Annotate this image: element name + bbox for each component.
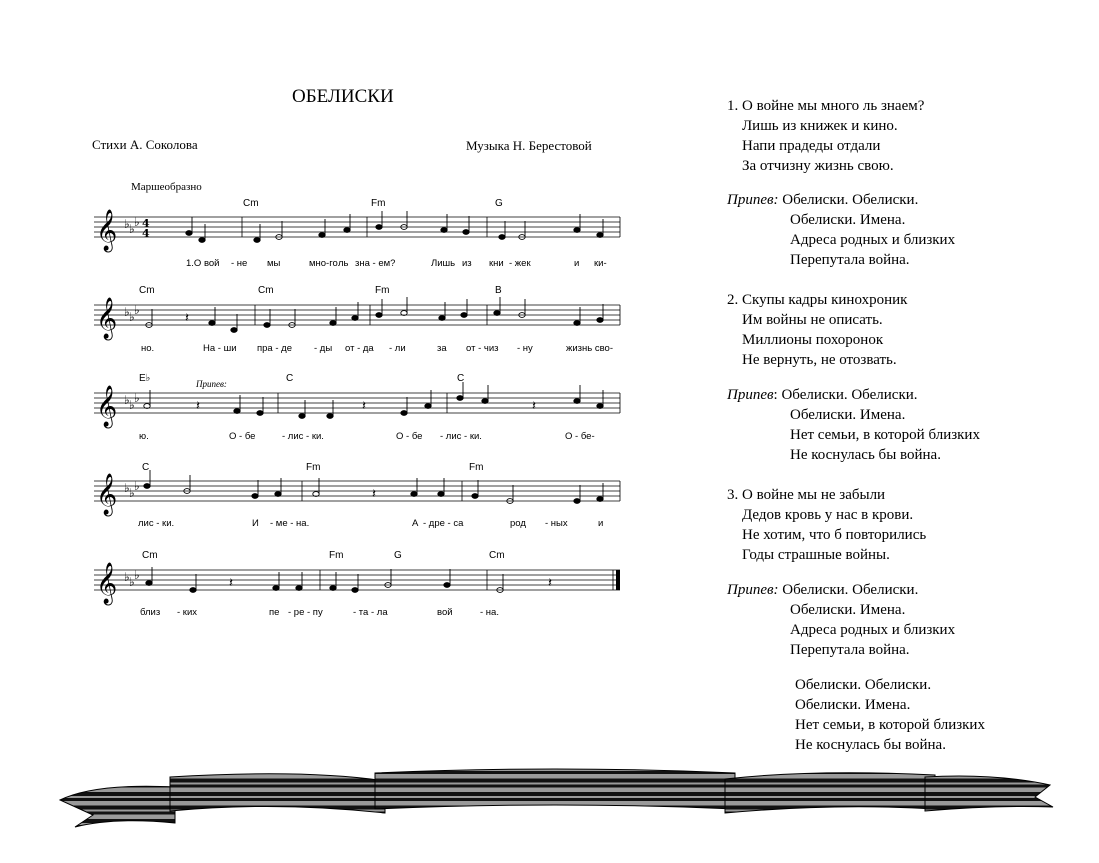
svg-text:♭: ♭ — [124, 570, 130, 584]
treble-clef-icon: 𝄞 — [96, 386, 118, 427]
lyric-syllable: Лишь — [431, 258, 456, 269]
svg-text:𝄽: 𝄽 — [548, 576, 552, 591]
song-title: ОБЕЛИСКИ — [292, 86, 394, 107]
chord-symbol: Fm — [375, 285, 390, 296]
lyric-syllable: - ды — [314, 343, 333, 354]
treble-clef-icon: 𝄞 — [96, 474, 118, 515]
svg-text:𝄽: 𝄽 — [185, 311, 189, 326]
lyric-syllable: жизнь сво- — [566, 343, 613, 354]
lyric-syllable: мы — [267, 258, 281, 269]
lyric-syllable: - ме - на. — [270, 518, 310, 529]
lyric-syllable: от - да — [345, 343, 374, 354]
svg-text:♭: ♭ — [134, 303, 140, 317]
verse-line: 3. О войне мы не забыли — [727, 487, 886, 503]
svg-text:𝄽: 𝄽 — [229, 576, 233, 591]
chorus-3 — [727, 580, 955, 660]
st-george-ribbon — [55, 765, 1055, 830]
verse-line: Адреса родных и близких — [790, 622, 956, 638]
chord-symbol: Fm — [306, 462, 321, 473]
lyric-syllable: - ных — [545, 518, 568, 529]
lyric-syllable: О - бе — [229, 431, 256, 442]
verse-line: Им войны не описать. — [742, 312, 883, 328]
verse-line: Перепутала война. — [790, 642, 910, 658]
lyric-syllable: - лис - ки. — [440, 431, 482, 442]
chord-symbol: Cm — [243, 198, 259, 209]
lyric-syllable: мно-го — [309, 258, 338, 269]
lyric-syllable: кни — [489, 258, 504, 269]
lyric-syllable: вой — [437, 607, 453, 618]
verse-line: Миллионы похоронок — [742, 332, 884, 348]
chord-symbol: Cm — [489, 550, 505, 561]
treble-clef-icon: 𝄞 — [96, 563, 118, 604]
verse-2 — [727, 290, 907, 370]
lyric-syllable: - жек — [509, 258, 531, 269]
svg-text:♭: ♭ — [134, 568, 140, 582]
verse-line: Обелиски. Имена. — [795, 697, 911, 713]
svg-text:4: 4 — [142, 227, 150, 240]
verse-line: Обелиски. Обелиски. — [782, 582, 919, 598]
chord-symbol: Fm — [469, 462, 484, 473]
svg-text:𝄽: 𝄽 — [196, 399, 200, 414]
verse-line: 1. О войне мы много ль знаем? — [727, 98, 925, 114]
lyric-syllable: - ли — [389, 343, 406, 354]
svg-text:♭: ♭ — [134, 479, 140, 493]
chord-symbol: Fm — [371, 198, 386, 209]
lyric-syllable: за — [437, 343, 447, 354]
svg-text:♭: ♭ — [124, 393, 130, 407]
lyric-syllable: - та - ла — [353, 607, 388, 618]
lyric-syllable: из — [462, 258, 472, 269]
svg-text:♭: ♭ — [129, 486, 135, 500]
chord-symbol: C — [286, 373, 294, 384]
verse-line: За отчизну жизнь свою. — [742, 158, 894, 174]
lyric-syllable: - ре - пу — [288, 607, 323, 618]
lyric-syllable: зна - ем? — [355, 258, 396, 269]
lyric-syllable: 1.О вой — [186, 258, 220, 269]
chorus-1 — [727, 190, 955, 270]
chorus-label: Припев — [727, 387, 774, 403]
svg-text:𝄽: 𝄽 — [362, 399, 366, 414]
verse-line: Не коснулась бы война. — [790, 447, 941, 463]
verse-line: Обелиски. Имена. — [790, 212, 906, 228]
svg-text:♭: ♭ — [124, 217, 130, 231]
chord-symbol: Cm — [258, 285, 274, 296]
svg-text:♭: ♭ — [129, 575, 135, 589]
lyric-syllable: лис - ки. — [138, 518, 175, 529]
verse-line: Обелиски. Имена. — [790, 602, 906, 618]
chorus-label: Припев: — [727, 192, 779, 208]
svg-text:♭: ♭ — [124, 481, 130, 495]
verse-line: Нет семьи, в которой близких — [790, 427, 980, 443]
tempo-marking: Маршеобразно — [131, 181, 202, 193]
verse-line: 2. Скупы кадры кинохроник — [727, 292, 908, 308]
verse-line: Адреса родных и близких — [790, 232, 956, 248]
svg-text:𝄽: 𝄽 — [532, 399, 536, 414]
chord-symbol: Cm — [139, 285, 155, 296]
verse-line: Перепутала война. — [790, 252, 910, 268]
lyric-syllable: О - бе — [396, 431, 423, 442]
lyric-syllable: пра - де — [257, 343, 292, 354]
lyric-syllable: - лис - ки. — [282, 431, 324, 442]
chord-symbol: C — [457, 373, 465, 384]
lyric-syllable: - ну — [517, 343, 533, 354]
chorus-2 — [727, 385, 980, 465]
lyric-syllable: На - ши — [203, 343, 237, 354]
verse-line: Лишь из книжек и кино. — [742, 118, 898, 134]
final-chorus — [795, 675, 985, 755]
lyric-syllable: О - бе- — [565, 431, 595, 442]
verse-line: Обелиски. Обелиски. — [781, 387, 918, 403]
verse-line: Не хотим, что б повторились — [742, 527, 927, 543]
lyric-syllable: близ — [140, 607, 161, 618]
svg-text:♭: ♭ — [129, 398, 135, 412]
chord-symbol: C — [142, 462, 150, 473]
verse-1 — [727, 96, 924, 176]
svg-text:♭: ♭ — [134, 391, 140, 405]
verse-line: Нет семьи, в которой близких — [795, 717, 985, 733]
verse-line: Не вернуть, не отозвать. — [742, 352, 897, 368]
chorus-label: Припев: — [727, 582, 779, 598]
lyric-syllable: ю. — [139, 431, 149, 442]
lyricist-credit: Стихи А. Соколова — [92, 137, 198, 152]
lyric-syllable: А — [412, 518, 419, 529]
lyric-syllable: - не — [231, 258, 248, 269]
verse-line: Обелиски. Имена. — [790, 407, 906, 423]
lyric-syllable: но. — [141, 343, 155, 354]
lyric-syllable: - ких — [177, 607, 198, 618]
lyric-syllable: род — [510, 518, 526, 529]
svg-text:♭: ♭ — [124, 305, 130, 319]
lyric-syllable: и — [574, 258, 580, 269]
chord-symbol: E♭ — [139, 373, 151, 384]
lyric-syllable: ки- — [594, 258, 607, 269]
music-staff-3 — [92, 385, 622, 445]
verse-line: Обелиски. Обелиски. — [795, 677, 932, 693]
svg-text:♭: ♭ — [134, 215, 140, 229]
lyric-syllable: пе — [269, 607, 280, 618]
composer-credit: Музыка Н. Берестовой — [466, 138, 592, 153]
verse-line: Обелиски. Обелиски. — [782, 192, 919, 208]
lyric-syllable: ль — [338, 258, 349, 269]
treble-clef-icon: 𝄞 — [96, 298, 118, 339]
chord-symbol: G — [495, 198, 503, 209]
verse-line: Годы страшные войны. — [742, 547, 890, 563]
verse-line: Дедов кровь у нас в крови. — [742, 507, 914, 523]
chorus-marker: Припев: — [196, 379, 227, 389]
lyric-syllable: - дре - са — [423, 518, 464, 529]
chord-symbol: B — [495, 285, 502, 296]
svg-text:♭: ♭ — [129, 310, 135, 324]
svg-text:♭: ♭ — [129, 222, 135, 236]
lyric-syllable: И — [252, 518, 259, 529]
treble-clef-icon: 𝄞 — [96, 210, 118, 251]
chord-symbol: Fm — [329, 550, 344, 561]
chorus-label-colon: : — [773, 387, 778, 403]
lyric-syllable: и — [598, 518, 604, 529]
verse-line: Напи прадеды отдали — [742, 138, 881, 154]
lyric-syllable: - на. — [480, 607, 499, 618]
svg-text:𝄽: 𝄽 — [372, 487, 376, 502]
verse-3 — [727, 485, 926, 565]
verse-line: Не коснулась бы война. — [795, 737, 946, 753]
lyric-syllable: от - чиз — [466, 343, 499, 354]
svg-text:4: 4 — [142, 217, 150, 230]
chord-symbol: Cm — [142, 550, 158, 561]
chord-symbol: G — [394, 550, 402, 561]
